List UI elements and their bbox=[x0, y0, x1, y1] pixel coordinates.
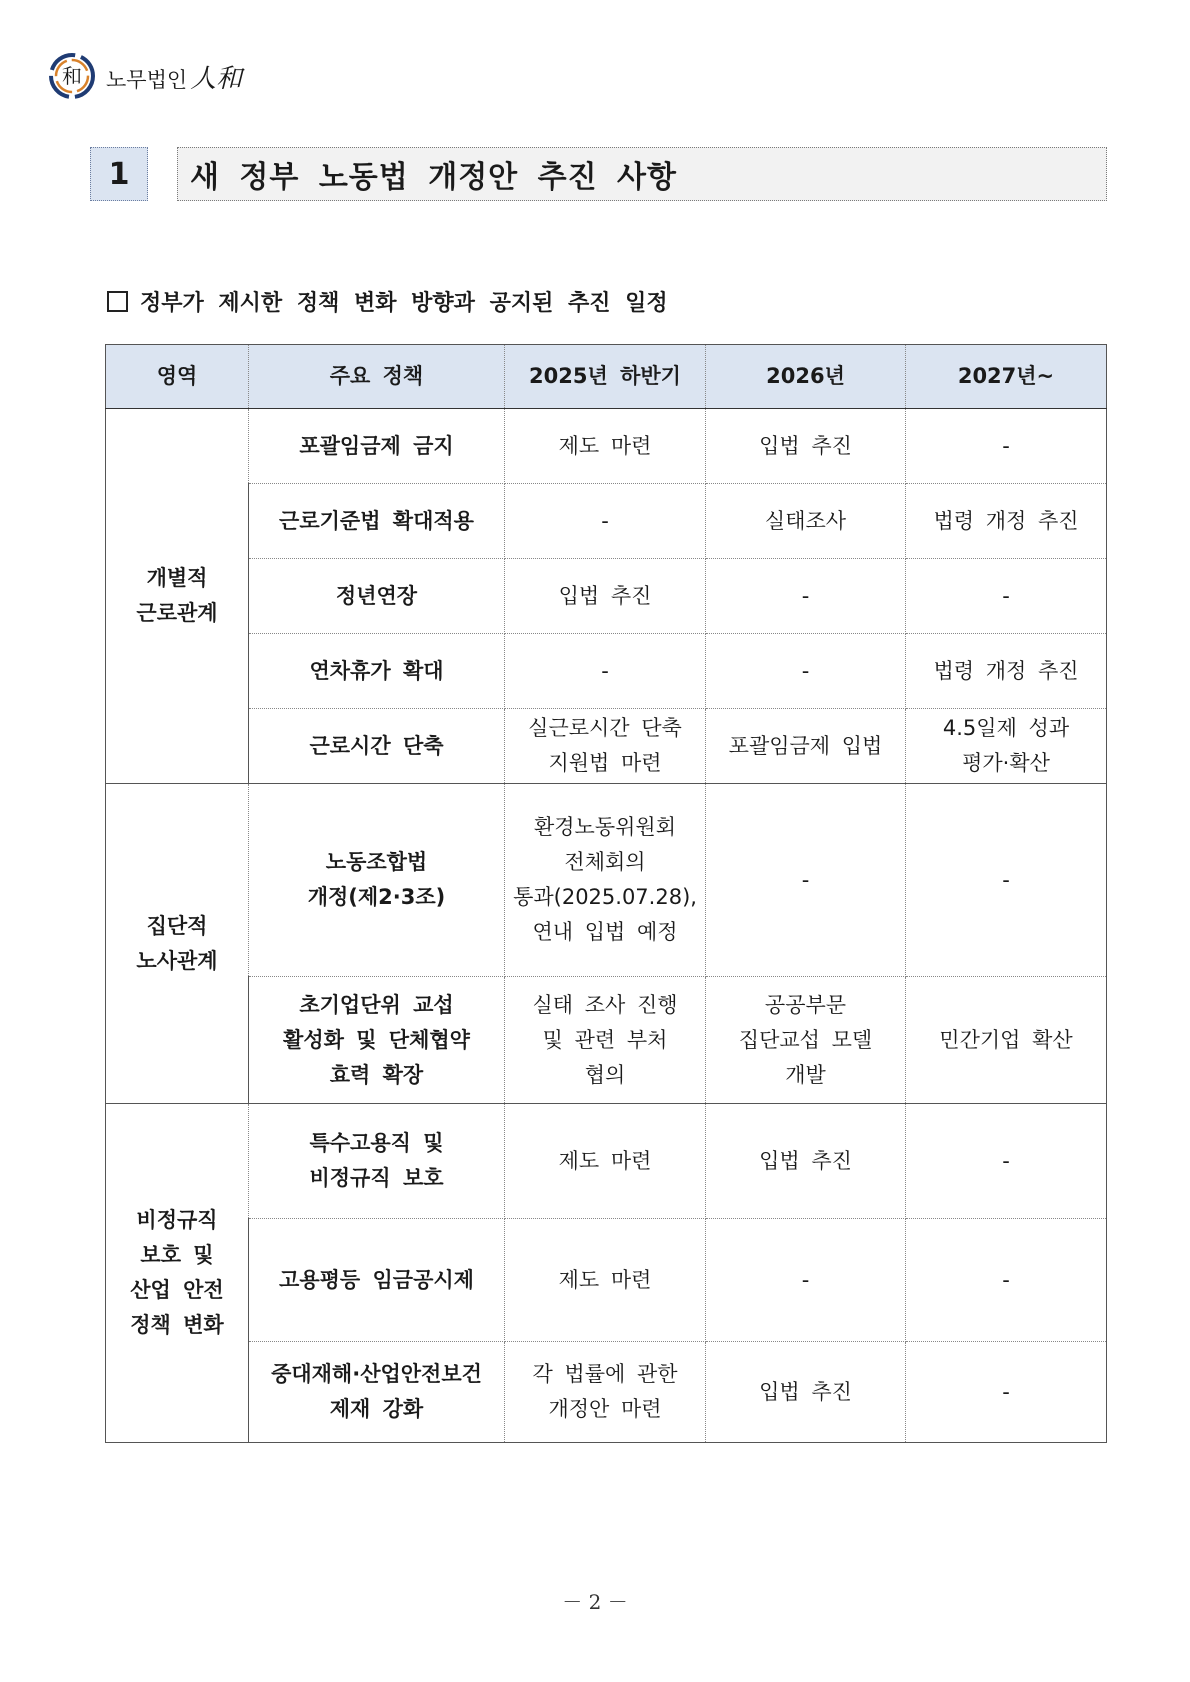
policy-cell bbox=[249, 634, 505, 709]
table-row bbox=[106, 784, 1107, 977]
logo-glyph: 和 bbox=[62, 64, 82, 88]
policy-cell bbox=[249, 1104, 505, 1219]
policy-schedule-table bbox=[105, 344, 1107, 1443]
schedule-2027-cell-line: - bbox=[1002, 433, 1010, 458]
schedule-2025-cell-line: 전체회의 bbox=[564, 850, 646, 874]
schedule-2025-cell bbox=[505, 1104, 706, 1219]
table-row bbox=[106, 484, 1107, 559]
schedule-2025-cell-line: 각 법률에 관한 bbox=[532, 1362, 678, 1386]
org-name bbox=[106, 58, 242, 95]
checkbox-square-icon bbox=[107, 291, 128, 312]
table-row bbox=[106, 977, 1107, 1104]
area-cell-line: 비정규직 bbox=[136, 1208, 218, 1232]
section-number: 1 bbox=[90, 147, 148, 201]
area-cell-line: 정책 변화 bbox=[130, 1313, 224, 1337]
area-cell-line: 산업 안전 bbox=[130, 1278, 224, 1302]
schedule-2026-cell bbox=[706, 977, 906, 1104]
schedule-2026-cell bbox=[706, 1104, 906, 1219]
schedule-2026-cell bbox=[706, 559, 906, 634]
policy-cell-line: 포괄임금제 금지 bbox=[299, 433, 454, 458]
schedule-2025-cell-line: 협의 bbox=[584, 1062, 626, 1087]
policy-cell-line: 근로시간 단축 bbox=[309, 733, 444, 758]
header-area: 영역 bbox=[106, 345, 249, 409]
schedule-2025-cell bbox=[505, 559, 706, 634]
policy-cell bbox=[249, 559, 505, 634]
schedule-2025-cell-line: 제도 마련 bbox=[558, 1148, 652, 1173]
schedule-2027-cell-line: 법령 개정 추진 bbox=[933, 508, 1079, 533]
schedule-2027-cell bbox=[906, 709, 1107, 784]
table-row bbox=[106, 709, 1107, 784]
table-row bbox=[106, 1342, 1107, 1443]
schedule-2027-cell bbox=[906, 409, 1107, 484]
schedule-2026-cell-line: - bbox=[801, 867, 810, 892]
policy-cell-line: 효력 확장 bbox=[329, 1062, 424, 1087]
header-2025-h2: 2025년 하반기 bbox=[505, 345, 706, 409]
schedule-2025-cell bbox=[505, 1219, 706, 1342]
schedule-2026-cell-line: - bbox=[801, 1267, 810, 1292]
policy-cell-line: 제재 강화 bbox=[329, 1397, 424, 1421]
schedule-2025-cell-line: 연내 입법 예정 bbox=[532, 920, 678, 944]
schedule-2025-cell-line: 실근로시간 단축 bbox=[528, 716, 682, 740]
schedule-2025-cell-line: - bbox=[601, 658, 609, 683]
schedule-2025-cell bbox=[505, 484, 706, 559]
schedule-2026-cell-line: 포괄임금제 입법 bbox=[728, 733, 883, 758]
schedule-2026-cell-line: 개발 bbox=[785, 1062, 826, 1087]
schedule-2025-cell bbox=[505, 409, 706, 484]
schedule-2027-cell-line: - bbox=[1002, 867, 1010, 892]
schedule-2026-cell-line: 공공부문 bbox=[764, 992, 847, 1017]
table-row bbox=[106, 634, 1107, 709]
schedule-2027-cell bbox=[906, 634, 1107, 709]
page-number: － 2 － bbox=[562, 1590, 628, 1614]
schedule-2027-cell-line: 법령 개정 추진 bbox=[933, 658, 1079, 683]
schedule-2026-cell bbox=[706, 1342, 906, 1443]
policy-cell bbox=[249, 409, 505, 484]
schedule-2025-cell bbox=[505, 977, 706, 1104]
area-cell-line: 노사관계 bbox=[136, 948, 218, 973]
schedule-2026-cell bbox=[706, 484, 906, 559]
schedule-2027-cell-line: - bbox=[1002, 1148, 1010, 1173]
schedule-2025-cell-line: 입법 추진 bbox=[558, 583, 652, 608]
schedule-2026-cell-line: 입법 추진 bbox=[759, 433, 852, 458]
policy-cell-line: 고용평등 임금공시제 bbox=[279, 1267, 474, 1292]
table-row bbox=[106, 409, 1107, 484]
schedule-2027-cell-line: 4.5일제 성과 bbox=[942, 716, 1070, 740]
schedule-2026-cell-line: 집단교섭 모델 bbox=[738, 1027, 873, 1052]
schedule-2027-cell-line: 민간기업 확산 bbox=[939, 1027, 1073, 1052]
policy-cell-line: 비정규직 보호 bbox=[309, 1166, 444, 1190]
policy-cell-line: 근로기준법 확대적용 bbox=[279, 508, 474, 533]
schedule-2025-cell-line: 지원법 마련 bbox=[548, 751, 662, 775]
schedule-2026-cell bbox=[706, 709, 906, 784]
policy-cell-line: 활성화 및 단체협약 bbox=[283, 1027, 470, 1052]
policy-cell-line: 특수고용직 및 bbox=[309, 1131, 444, 1155]
area-cell bbox=[106, 1104, 249, 1443]
schedule-2026-cell-line: - bbox=[801, 658, 810, 683]
policy-cell-line: 개정(제2·3조) bbox=[307, 885, 446, 909]
schedule-2027-cell bbox=[906, 1219, 1107, 1342]
policy-cell bbox=[249, 1342, 505, 1443]
schedule-2025-cell-line: 통과(2025.07.28), bbox=[513, 885, 697, 909]
schedule-2025-cell bbox=[505, 1342, 706, 1443]
schedule-2026-cell-line: 실태조사 bbox=[764, 508, 847, 533]
schedule-2025-cell-line: 제도 마련 bbox=[558, 1267, 652, 1292]
subheading-text: 정부가 제시한 정책 변화 방향과 공지된 추진 일정 bbox=[140, 291, 668, 316]
policy-cell bbox=[249, 977, 505, 1104]
schedule-2026-cell-line: 입법 추진 bbox=[759, 1148, 852, 1173]
schedule-2025-cell-line: 환경노동위원회 bbox=[533, 815, 676, 839]
table-row bbox=[106, 1219, 1107, 1342]
table-header-row bbox=[106, 345, 1107, 409]
schedule-2026-cell bbox=[706, 409, 906, 484]
policy-cell-line: 정년연장 bbox=[335, 583, 418, 608]
schedule-2027-cell bbox=[906, 1342, 1107, 1443]
schedule-2027-cell bbox=[906, 977, 1107, 1104]
schedule-2026-cell-line: 입법 추진 bbox=[759, 1379, 852, 1404]
schedule-2027-cell bbox=[906, 559, 1107, 634]
policy-cell bbox=[249, 484, 505, 559]
policy-cell bbox=[249, 1219, 505, 1342]
area-cell-line: 개별적 bbox=[146, 566, 208, 590]
area-cell-line: 보호 및 bbox=[140, 1243, 214, 1267]
policy-cell-line: 초기업단위 교섭 bbox=[299, 992, 454, 1017]
schedule-2026-cell bbox=[706, 634, 906, 709]
org-name-korean: 노무법인 bbox=[106, 68, 188, 92]
area-cell-line: 집단적 bbox=[146, 913, 208, 938]
schedule-2025-cell bbox=[505, 709, 706, 784]
policy-cell-line: 노동조합법 bbox=[325, 850, 428, 874]
area-cell-line: 근로관계 bbox=[136, 601, 218, 625]
schedule-2027-cell-line: - bbox=[1002, 583, 1010, 608]
area-cell bbox=[106, 784, 249, 1104]
schedule-2027-cell-line: - bbox=[1002, 1379, 1010, 1404]
header-policy: 주요 정책 bbox=[249, 345, 505, 409]
schedule-2025-cell-line: 및 관련 부처 bbox=[542, 1027, 668, 1052]
policy-cell-line: 연차휴가 확대 bbox=[309, 658, 444, 683]
schedule-2027-cell bbox=[906, 484, 1107, 559]
area-cell bbox=[106, 409, 249, 784]
table-row bbox=[106, 1104, 1107, 1219]
table-body bbox=[106, 409, 1107, 1443]
schedule-2027-cell bbox=[906, 784, 1107, 977]
schedule-2026-cell bbox=[706, 784, 906, 977]
schedule-2026-cell-line: - bbox=[801, 583, 810, 608]
policy-cell-line: 중대재해·산업안전보건 bbox=[271, 1362, 482, 1386]
schedule-2025-cell bbox=[505, 634, 706, 709]
schedule-2025-cell-line: 개정안 마련 bbox=[548, 1397, 662, 1421]
schedule-2025-cell-line: 제도 마련 bbox=[558, 433, 652, 458]
header-2027: 2027년~ bbox=[906, 345, 1107, 409]
table-row bbox=[106, 559, 1107, 634]
schedule-2025-cell bbox=[505, 784, 706, 977]
schedule-2025-cell-line: 실태 조사 진행 bbox=[532, 992, 678, 1017]
schedule-2027-cell-line: 평가·확산 bbox=[962, 751, 1050, 775]
section-title: 새 정부 노동법 개정안 추진 사항 bbox=[177, 147, 1107, 201]
org-name-hanja: 人和 bbox=[190, 64, 243, 94]
policy-cell bbox=[249, 709, 505, 784]
schedule-2027-cell-line: - bbox=[1002, 1267, 1010, 1292]
subheading bbox=[107, 286, 668, 317]
company-logo-icon bbox=[48, 52, 96, 100]
policy-cell bbox=[249, 784, 505, 977]
header-2026: 2026년 bbox=[706, 345, 906, 409]
schedule-2027-cell bbox=[906, 1104, 1107, 1219]
schedule-2025-cell-line: - bbox=[601, 508, 609, 533]
schedule-2026-cell bbox=[706, 1219, 906, 1342]
